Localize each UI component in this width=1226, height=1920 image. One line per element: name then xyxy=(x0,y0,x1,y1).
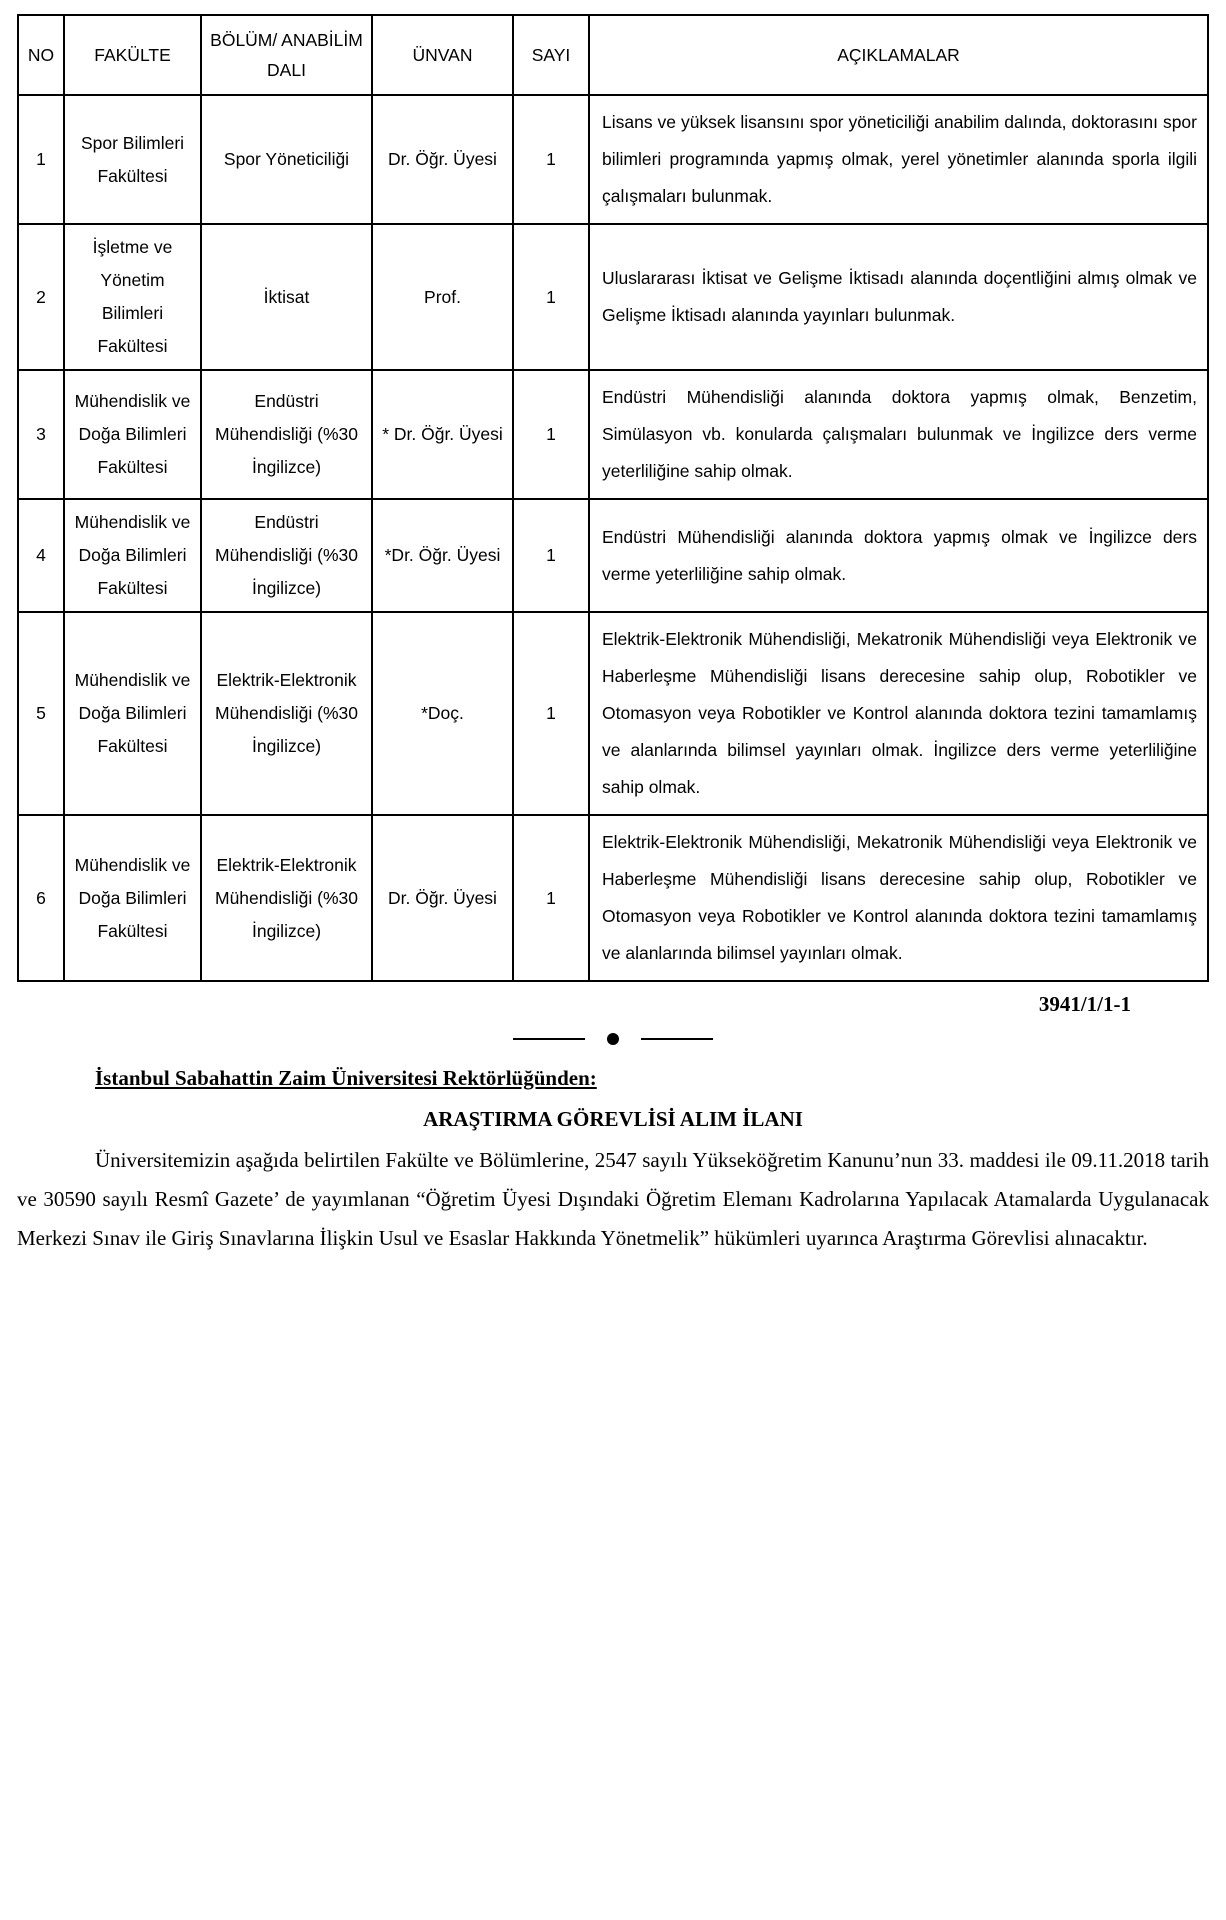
cell-fakulte: Mühendislik ve Doğa Bilimleri Fakültesi xyxy=(64,612,201,815)
positions-table xyxy=(17,14,1209,982)
col-header-aciklama: AÇIKLAMALAR xyxy=(589,15,1208,95)
cell-fakulte: Spor Bilimleri Fakültesi xyxy=(64,95,201,224)
cell-unvan: Prof. xyxy=(372,224,513,370)
cell-aciklama: Endüstri Mühendisliği alanında doktora yapmış olmak ve İngilizce ders verme yeterliliğine sahip olmak. xyxy=(589,499,1208,612)
table-row xyxy=(18,612,1208,815)
cell-bolum: Spor Yöneticiliği xyxy=(201,95,372,224)
cell-aciklama: Endüstri Mühendisliği alanında doktora yapmış olmak, Benzetim, Simülasyon vb. konularda çalışmaları bulunmak ve İngilizce ders verme yeterliliğine sahip olmak. xyxy=(589,370,1208,499)
announcement-title: ARAŞTIRMA GÖREVLİSİ ALIM İLANI xyxy=(423,1107,803,1131)
cell-no: 3 xyxy=(18,370,64,499)
col-header-no: NO xyxy=(18,15,64,95)
table-row xyxy=(18,815,1208,981)
divider-bullet-icon xyxy=(607,1033,619,1045)
cell-fakulte: Mühendislik ve Doğa Bilimleri Fakültesi xyxy=(64,815,201,981)
cell-fakulte: İşletme ve Yönetim Bilimleri Fakültesi xyxy=(64,224,201,370)
table-row xyxy=(18,224,1208,370)
cell-bolum: Elektrik-Elektronik Mühendisliği (%30 İngilizce) xyxy=(201,612,372,815)
cell-aciklama: Elektrik-Elektronik Mühendisliği, Mekatronik Mühendisliği veya Elektronik ve Haberleşme Mühendisliği lisans derecesine sahip olup, Robotikler ve Otomasyon veya Robotikler ve Kontrol alanında doktora tezini tamamlamış ve alanlarında bilimsel yayınları olmak. xyxy=(589,815,1208,981)
cell-sayi: 1 xyxy=(513,815,589,981)
col-header-unvan: ÜNVAN xyxy=(372,15,513,95)
cell-bolum: Elektrik-Elektronik Mühendisliği (%30 İngilizce) xyxy=(201,815,372,981)
cell-sayi: 1 xyxy=(513,370,589,499)
announcement-section xyxy=(17,1059,1209,1258)
announcement-source: İstanbul Sabahattin Zaim Üniversitesi Rektörlüğünden: xyxy=(95,1066,597,1090)
section-divider xyxy=(17,1033,1209,1045)
cell-no: 5 xyxy=(18,612,64,815)
cell-bolum: Endüstri Mühendisliği (%30 İngilizce) xyxy=(201,499,372,612)
table-header-row xyxy=(18,15,1208,95)
cell-unvan: *Dr. Öğr. Üyesi xyxy=(372,499,513,612)
cell-aciklama: Lisans ve yüksek lisansını spor yöneticiliği anabilim dalında, doktorasını spor bilimleri programında yapmış olmak, yerel yönetimler alanında sporla ilgili çalışmaları bulunmak. xyxy=(589,95,1208,224)
cell-fakulte: Mühendislik ve Doğa Bilimleri Fakültesi xyxy=(64,370,201,499)
cell-unvan: *Doç. xyxy=(372,612,513,815)
cell-aciklama: Uluslararası İktisat ve Gelişme İktisadı alanında doçentliğini almış olmak ve Gelişme İktisadı alanında yayınları bulunmak. xyxy=(589,224,1208,370)
cell-unvan: Dr. Öğr. Üyesi xyxy=(372,95,513,224)
cell-sayi: 1 xyxy=(513,612,589,815)
table-row xyxy=(18,499,1208,612)
cell-unvan: * Dr. Öğr. Üyesi xyxy=(372,370,513,499)
col-header-sayi: SAYI xyxy=(513,15,589,95)
divider-line-right xyxy=(641,1038,713,1040)
cell-bolum: Endüstri Mühendisliği (%30 İngilizce) xyxy=(201,370,372,499)
cell-no: 6 xyxy=(18,815,64,981)
cell-sayi: 1 xyxy=(513,224,589,370)
divider-line-left xyxy=(513,1038,585,1040)
cell-no: 1 xyxy=(18,95,64,224)
cell-sayi: 1 xyxy=(513,95,589,224)
cell-fakulte: Mühendislik ve Doğa Bilimleri Fakültesi xyxy=(64,499,201,612)
cell-unvan: Dr. Öğr. Üyesi xyxy=(372,815,513,981)
announcement-body: Üniversitemizin aşağıda belirtilen Fakülte ve Bölümlerine, 2547 sayılı Yükseköğretim Kanunu’nun 33. maddesi ile 09.11.2018 tarih ve 30590 sayılı Resmî Gazete’ de yayımlanan “Öğretim Üyesi Dışındaki Öğretim Elemanı Kadrolarına Yapılacak Atamalarda Uygulanacak Merkezi Sınav ile Giriş Sınavlarına İlişkin Usul ve Esaslar Hakkında Yönetmelik” hükümleri uyarınca Araştırma Görevlisi alınacaktır. xyxy=(17,1148,1209,1250)
announcement-heading-line xyxy=(17,1059,1209,1098)
table-row xyxy=(18,370,1208,499)
cell-no: 4 xyxy=(18,499,64,612)
col-header-fakulte: FAKÜLTE xyxy=(64,15,201,95)
reference-number: 3941/1/1-1 xyxy=(1038,992,1131,1016)
col-header-bolum: BÖLÜM/ ANABİLİM DALI xyxy=(201,15,372,95)
cell-no: 2 xyxy=(18,224,64,370)
cell-sayi: 1 xyxy=(513,499,589,612)
cell-aciklama: Elektrik-Elektronik Mühendisliği, Mekatronik Mühendisliği veya Elektronik ve Haberleşme Mühendisliği lisans derecesine sahip olup, Robotikler ve Otomasyon veya Robotikler ve Kontrol alanında doktora tezini tamamlamış ve alanlarında bilimsel yayınları olmak. İngilizce ders verme yeterliliğine sahip olmak. xyxy=(589,612,1208,815)
cell-bolum: İktisat xyxy=(201,224,372,370)
table-row xyxy=(18,95,1208,224)
